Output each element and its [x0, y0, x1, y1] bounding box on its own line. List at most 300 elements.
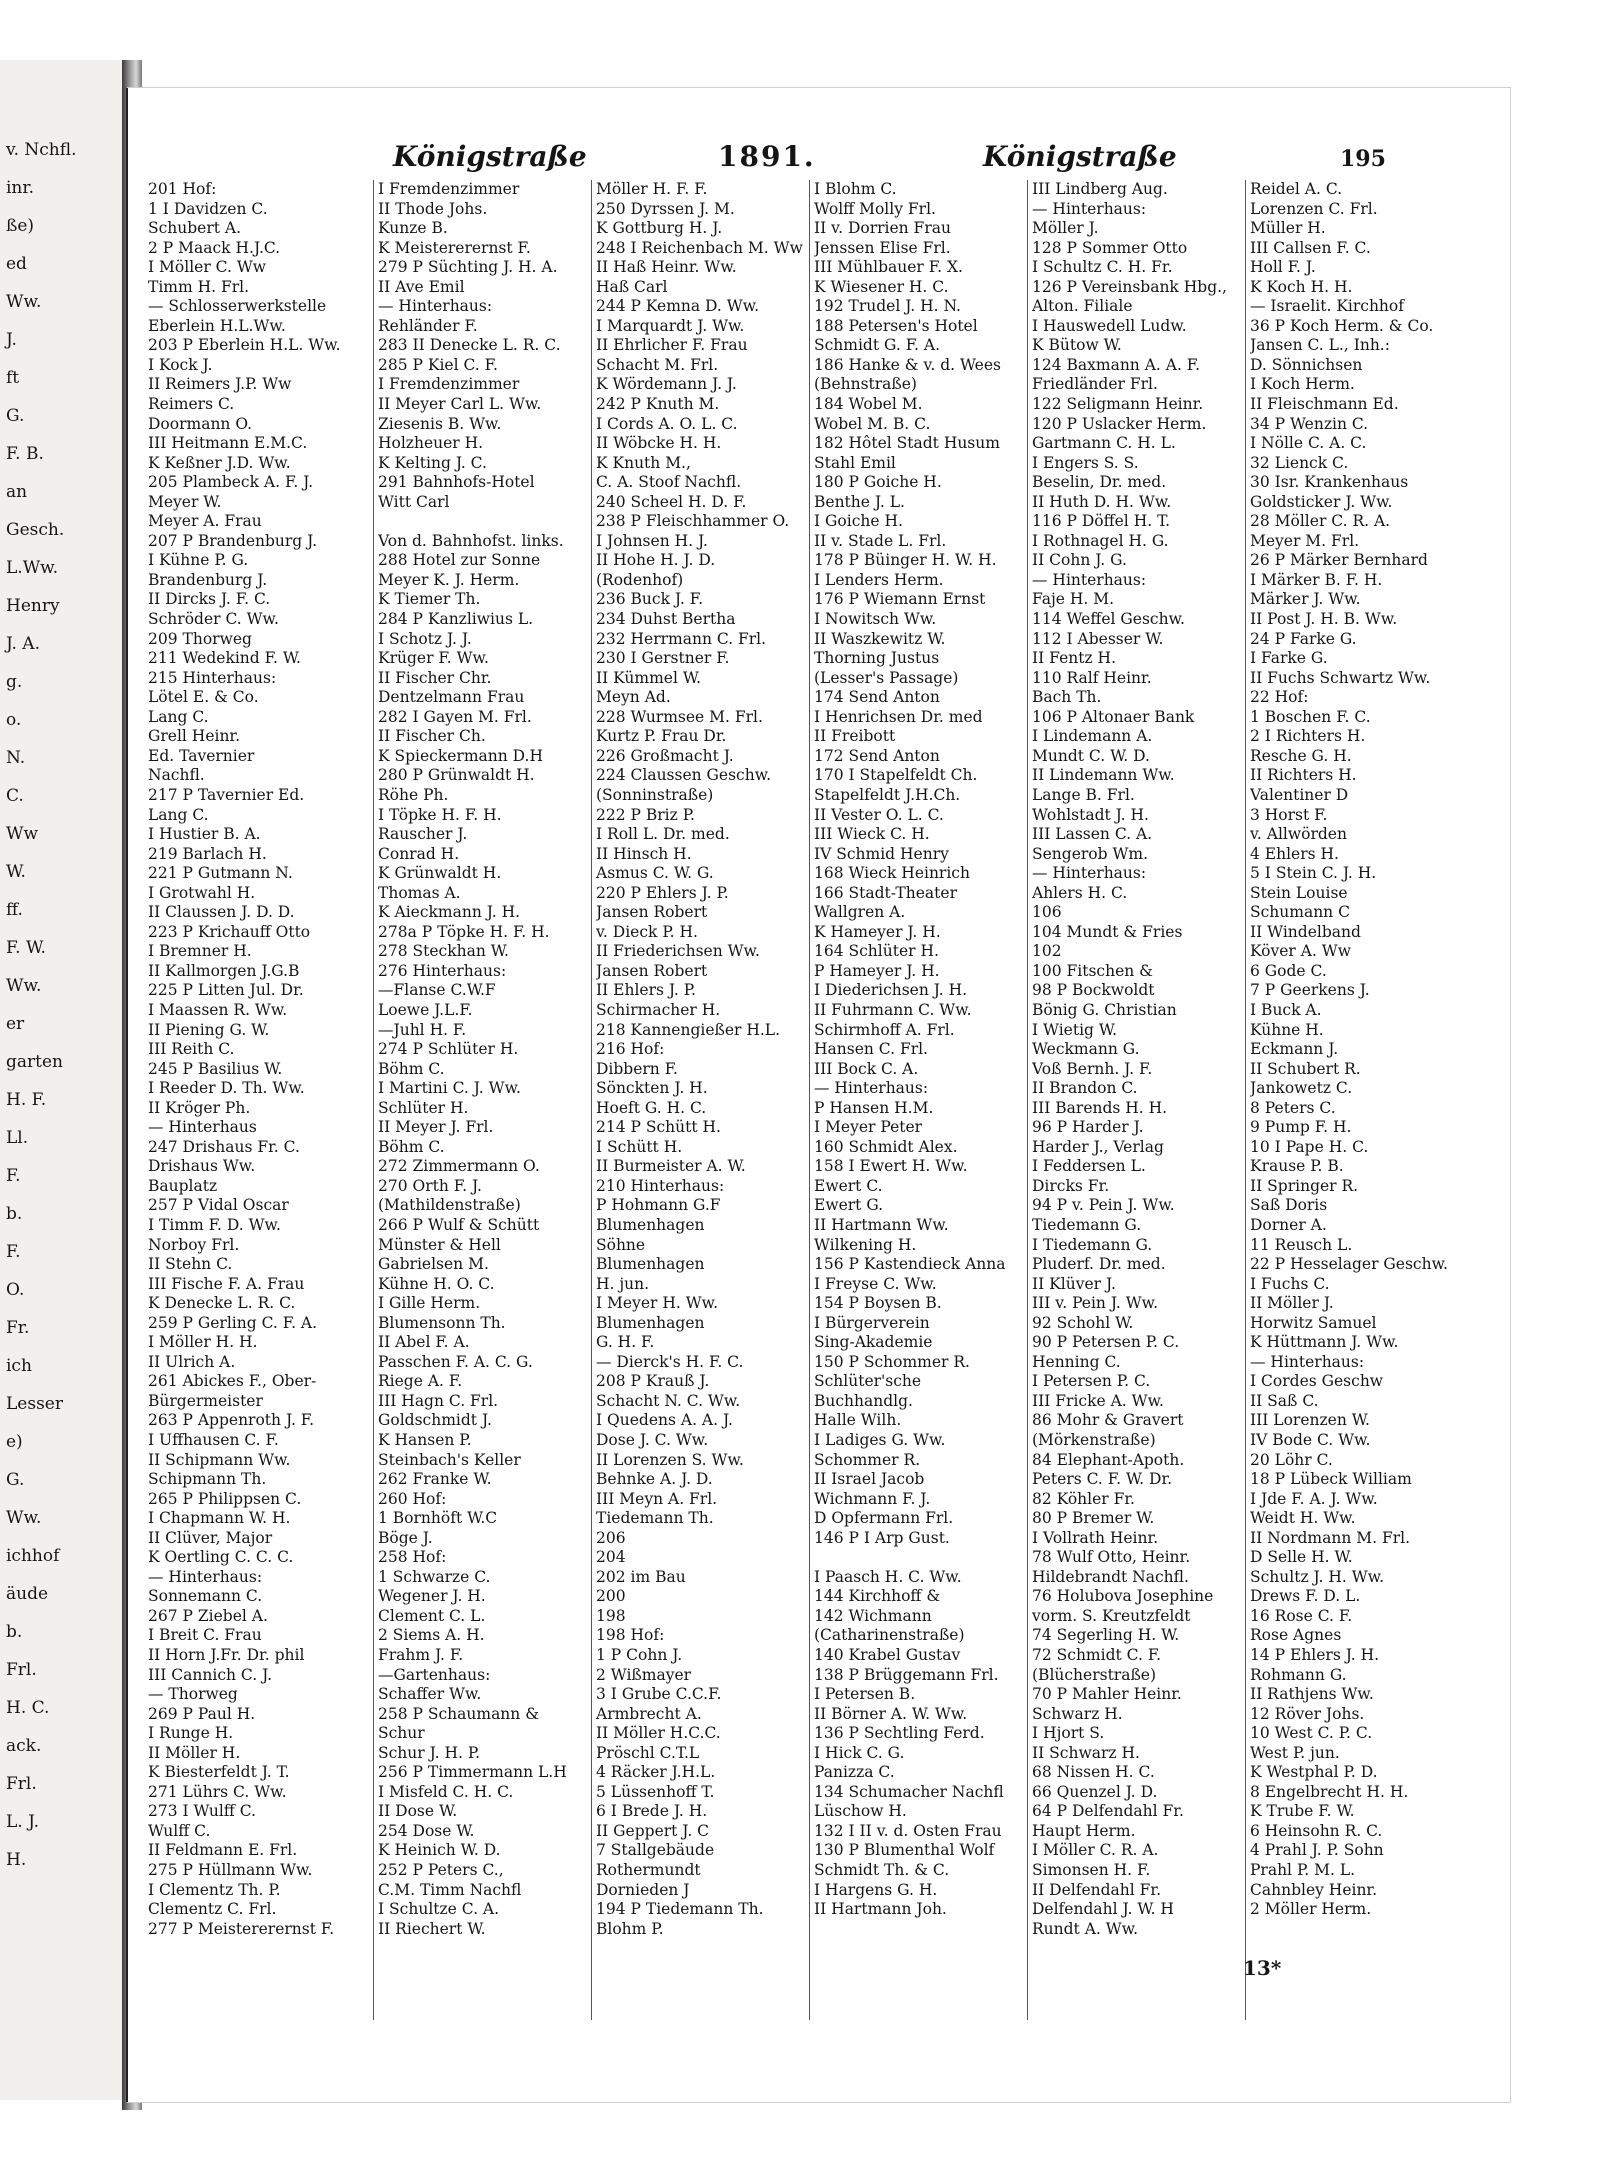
directory-entry: I Marquardt J. Ww.: [596, 316, 745, 335]
directory-entry: 270 Orth F. J.: [378, 1176, 482, 1195]
directory-entry: Doormann O.: [148, 414, 253, 433]
directory-entry: 198 Hof:: [596, 1626, 665, 1645]
directory-entry: 269 P Paul H.: [148, 1704, 256, 1723]
directory-entry: 142 Wichmann: [814, 1606, 932, 1625]
directory-entry: I Möller C. Ww: [148, 258, 267, 277]
left-page-fragment: Frl.: [6, 1774, 37, 1794]
directory-entry: 10 I Pape H. C.: [1250, 1137, 1369, 1156]
directory-entry: I Roll L. Dr. med.: [596, 825, 730, 844]
directory-entry: 122 Seligmann Heinr.: [1032, 395, 1204, 414]
directory-entry: 80 P Bremer W.: [1032, 1509, 1155, 1528]
directory-entry: II Ehrlicher F. Frau: [596, 336, 748, 355]
directory-entry: 192 Trudel J. H. N.: [814, 297, 961, 316]
directory-entry: I Märker B. F. H.: [1250, 570, 1383, 589]
directory-entry: II Rathjens Ww.: [1250, 1685, 1374, 1704]
directory-entry: 261 Abickes F., Ober-: [148, 1372, 317, 1391]
left-page-fragment: L.Ww.: [6, 558, 59, 578]
directory-entry: I Engers S. S.: [1032, 453, 1139, 472]
directory-entry: II Piening G. W.: [148, 1020, 270, 1039]
directory-entry: I Blohm C.: [814, 180, 897, 198]
directory-entry: II Richters H.: [1250, 766, 1357, 785]
directory-entry: Schwarz H.: [1032, 1704, 1123, 1723]
directory-entry: (Sonninstraße): [596, 785, 714, 804]
directory-entry: 271 Lührs C. Ww.: [148, 1782, 287, 1801]
directory-entry: 12 Röver Johs.: [1250, 1704, 1365, 1723]
directory-entry: II Fischer Chr.: [378, 668, 492, 687]
directory-entry: 4 Ehlers H.: [1250, 844, 1339, 863]
directory-entry: 132 I II v. d. Osten Frau: [814, 1821, 1002, 1840]
directory-entry: 6 I Brede J. H.: [596, 1802, 708, 1821]
directory-entry: Simonsen H. F.: [1032, 1861, 1151, 1880]
directory-entry: P Hameyer J. H.: [814, 961, 940, 980]
directory-entry: — Hinterhaus:: [378, 297, 493, 316]
directory-entry: Harder J., Verlag: [1032, 1137, 1164, 1156]
directory-entry: K Wördemann J. J.: [596, 375, 737, 394]
directory-entry: II Fischer Ch.: [378, 727, 486, 746]
directory-entry: 128 P Sommer Otto: [1032, 238, 1188, 257]
directory-entry: K Spieckermann D.H: [378, 746, 543, 765]
directory-entry: Söhne: [596, 1235, 646, 1254]
directory-entry: 219 Barlach H.: [148, 844, 267, 863]
directory-entry: Haß Carl: [596, 277, 668, 296]
directory-entry: Blumenhagen: [596, 1255, 705, 1274]
directory-entry: K Bütow W.: [1032, 336, 1122, 355]
directory-entry: Meyer W.: [148, 492, 222, 511]
directory-entry: 120 P Uslacker Herm.: [1032, 414, 1207, 433]
directory-entry: K Gottburg H. J.: [596, 219, 723, 238]
directory-entry: K Oertling C. C. C.: [148, 1548, 294, 1567]
directory-entry: III Lassen C. A.: [1032, 825, 1153, 844]
directory-entry: 257 P Vidal Oscar: [148, 1196, 289, 1215]
directory-entry: 215 Hinterhaus:: [148, 668, 277, 687]
directory-entry: 272 Zimmermann O.: [378, 1157, 540, 1176]
directory-entry: Mundt C. W. D.: [1032, 746, 1150, 765]
directory-entry: 96 P Harder J.: [1032, 1118, 1144, 1137]
left-page-fragment: Fr.: [6, 1318, 30, 1338]
directory-entry: 182 Hôtel Stadt Husum: [814, 434, 1000, 453]
directory-entry: 110 Ralf Heinr.: [1032, 668, 1152, 687]
directory-entry: 178 P Büinger H. W. H.: [814, 551, 997, 570]
directory-entry: Horwitz Samuel: [1250, 1313, 1377, 1332]
directory-entry: Buchhandlg.: [814, 1391, 913, 1410]
directory-entry: K Heinich W. D.: [378, 1841, 501, 1860]
directory-entry: 72 Schmidt C. F.: [1032, 1646, 1162, 1665]
directory-entry: II Nordmann M. Frl.: [1250, 1528, 1411, 1547]
directory-entry: I Reeder D. Th. Ww.: [148, 1079, 305, 1098]
directory-entry: II Fuhrmann C. Ww.: [814, 1000, 972, 1019]
directory-entry: Nachfl.: [148, 766, 205, 785]
directory-entry: 126 P Vereinsbank Hbg.,: [1032, 277, 1227, 296]
directory-entry: I Timm F. D. Ww.: [148, 1215, 281, 1234]
directory-entry: IV Bode C. Ww.: [1250, 1431, 1371, 1449]
directory-entry: 30 Isr. Krankenhaus: [1250, 473, 1409, 492]
directory-entry: II Schwarz H.: [1032, 1743, 1140, 1762]
directory-entry: 224 Claussen Geschw.: [596, 766, 772, 785]
left-page-fragment: inr.: [6, 178, 35, 198]
directory-entry: 70 P Mahler Heinr.: [1032, 1685, 1182, 1704]
directory-entry: 18 P Lübeck William: [1250, 1470, 1412, 1489]
directory-entry: 252 P Peters C.,: [378, 1861, 504, 1880]
page-number: 195: [1340, 146, 1386, 172]
directory-entry: II v. Dorrien Frau: [814, 219, 951, 238]
column-divider: [591, 180, 592, 2020]
directory-entry: Loewe J.L.F.: [378, 1000, 473, 1019]
directory-entry: 74 Segerling H. W.: [1032, 1626, 1180, 1645]
directory-entry: 5 I Stein C. J. H.: [1250, 864, 1377, 883]
directory-entry: I Meyer Peter: [814, 1118, 923, 1137]
directory-entry: P Hohmann G.F: [596, 1196, 721, 1215]
directory-entry: Gabrielsen M.: [378, 1255, 489, 1274]
running-head-right: Königstraße: [983, 140, 1177, 173]
directory-entry: Rohmann G.: [1250, 1665, 1347, 1684]
directory-entry: 124 Baxmann A. A. F.: [1032, 355, 1201, 374]
left-page-fragment: O.: [6, 1280, 25, 1300]
directory-entry: 230 I Gerstner F.: [596, 649, 730, 668]
directory-entry: I Petersen B.: [814, 1685, 916, 1704]
left-page-fragment: Ll.: [6, 1128, 29, 1148]
directory-entry: 170 I Stapelfeldt Ch.: [814, 766, 978, 785]
directory-entry: Weckmann G.: [1032, 1040, 1140, 1059]
directory-entry: —Juhl H. F.: [378, 1020, 467, 1039]
directory-column-1: [148, 180, 358, 1939]
directory-entry: I Breit C. Frau: [148, 1626, 262, 1645]
directory-entry: Jenssen Elise Frl.: [814, 238, 951, 257]
directory-entry: K Denecke L. R. C.: [148, 1294, 296, 1313]
directory-entry: 267 P Ziebel A.: [148, 1606, 268, 1625]
directory-entry: — Thorweg: [148, 1685, 238, 1704]
directory-entry: 278a P Töpke H. F. H.: [378, 922, 550, 941]
left-page-fragment: F. B.: [6, 444, 44, 464]
directory-entry: — Hinterhaus:: [814, 1079, 929, 1098]
left-page-fragment: F.: [6, 1242, 21, 1262]
left-page-fragment: b.: [6, 1622, 23, 1642]
left-page-fragment: G.: [6, 1470, 25, 1490]
directory-entry: Wolff Molly Frl.: [814, 199, 936, 218]
directory-entry: Lorenzen C. Frl.: [1250, 199, 1378, 218]
directory-entry: I Uffhausen C. F.: [148, 1431, 279, 1449]
left-page-fragment: N.: [6, 748, 26, 768]
directory-entry: Holzheuer H.: [378, 434, 484, 453]
directory-entry: Ed. Tavernier: [148, 746, 255, 765]
directory-entry: Meyn Ad.: [596, 688, 671, 707]
directory-entry: II Meyer Carl L. Ww.: [378, 395, 542, 414]
directory-entry: Dibbern F.: [596, 1059, 678, 1078]
directory-entry: 204: [596, 1548, 626, 1567]
directory-entry: K Biesterfeldt J. T.: [148, 1763, 290, 1782]
directory-entry: I Jde F. A. J. Ww.: [1250, 1489, 1378, 1508]
column-divider: [809, 180, 810, 2020]
directory-entry: 164 Schlüter H.: [814, 942, 939, 961]
directory-entry: K Knuth M.,: [596, 453, 691, 472]
directory-entry: 210 Hinterhaus:: [596, 1176, 725, 1195]
directory-entry: II Möller H.: [148, 1743, 241, 1762]
directory-entry: I Freyse C. Ww.: [814, 1274, 937, 1293]
left-page-fragment: o.: [6, 710, 22, 730]
directory-entry: 106: [1032, 903, 1062, 922]
directory-entry: 28 Möller C. R. A.: [1250, 512, 1391, 531]
directory-entry: 1 Bornhöft W.C: [378, 1509, 498, 1528]
directory-entry: 106 P Altonaer Bank: [1032, 707, 1195, 726]
directory-entry: 66 Quenzel J. D.: [1032, 1782, 1158, 1801]
directory-entry: 9 Pump F. H.: [1250, 1118, 1352, 1137]
directory-entry: II Dose W.: [378, 1802, 458, 1821]
left-page-fragment: garten: [6, 1052, 63, 1072]
directory-entry: II Hartmann Ww.: [814, 1215, 949, 1234]
directory-entry: 78 Wulf Otto, Heinr.: [1032, 1548, 1191, 1567]
directory-entry: II Lindemann Ww.: [1032, 766, 1175, 785]
directory-entry: 2 I Richters H.: [1250, 727, 1366, 746]
directory-entry: Kurtz P. Frau Dr.: [596, 727, 727, 746]
directory-entry: Blumensonn Th.: [378, 1313, 506, 1332]
directory-entry: Drews F. D. L.: [1250, 1587, 1361, 1606]
directory-entry: I Meyer H. Ww.: [596, 1294, 719, 1313]
directory-entry: II Abel F. A.: [378, 1333, 470, 1352]
directory-entry: I Hauswedell Ludw.: [1032, 316, 1187, 335]
directory-entry: 288 Hotel zur Sonne: [378, 551, 541, 570]
directory-entry: Thomas A.: [378, 883, 461, 902]
directory-entry: I Diederichsen J. H.: [814, 981, 968, 1000]
directory-entry: I Hustier B. A.: [148, 825, 261, 844]
directory-entry: I Farke G.: [1250, 649, 1328, 668]
left-page-fragment: ff.: [6, 900, 23, 920]
directory-entry: 86 Mohr & Gravert: [1032, 1411, 1184, 1430]
directory-entry: I Paasch H. C. Ww.: [814, 1567, 962, 1586]
directory-entry: (Behnstraße): [814, 375, 917, 394]
left-page-edge: [0, 60, 128, 2100]
directory-entry: 279 P Süchting J. H. A.: [378, 258, 558, 277]
directory-entry: 266 P Wulf & Schütt: [378, 1215, 540, 1234]
directory-entry: II Fleischmann Ed.: [1250, 395, 1399, 414]
directory-entry: 218 Kannengießer H.L.: [596, 1020, 781, 1039]
directory-entry: Halle Wilh.: [814, 1411, 902, 1430]
directory-entry: Lang C.: [148, 707, 209, 726]
directory-entry: 176 P Wiemann Ernst: [814, 590, 986, 609]
directory-entry: Hildebrandt Nachfl.: [1032, 1567, 1189, 1586]
directory-entry: Behnke A. J. D.: [596, 1470, 713, 1489]
directory-entry: Ahlers H. C.: [1032, 883, 1128, 902]
left-page-fragment: Gesch.: [6, 520, 65, 540]
directory-entry: Benthe J. L.: [814, 492, 905, 511]
directory-entry: 194 P Tiedemann Th.: [596, 1900, 764, 1919]
directory-entry: II Meyer J. Frl.: [378, 1118, 494, 1137]
directory-entry: K Meistererernst F.: [378, 238, 531, 257]
directory-entry: Prahl P. M. L.: [1250, 1861, 1356, 1880]
directory-entry: Dentzelmann Frau: [378, 688, 525, 707]
directory-entry: Brandenburg J.: [148, 570, 268, 589]
directory-entry: Reidel A. C.: [1250, 180, 1343, 198]
directory-entry: West P. jun.: [1250, 1743, 1340, 1762]
directory-entry: I Wietig W.: [1032, 1020, 1118, 1039]
directory-entry: II Cohn J. G.: [1032, 551, 1127, 570]
left-page-fragment: Ww.: [6, 1508, 42, 1528]
directory-entry: Sonnemann C.: [148, 1587, 263, 1606]
directory-entry: IV Schmid Henry: [814, 844, 949, 863]
directory-entry: 94 P v. Pein J. Ww.: [1032, 1196, 1175, 1215]
directory-entry: 205 Plambeck A. F. J.: [148, 473, 314, 492]
directory-entry: Schultz J. H. Ww.: [1250, 1567, 1385, 1586]
directory-entry: v. Allwörden: [1250, 825, 1347, 844]
directory-entry: II Schubert R.: [1250, 1059, 1361, 1078]
directory-entry: II Saß C.: [1250, 1391, 1319, 1410]
directory-entry: vorm. S. Kreutzfeldt: [1032, 1606, 1191, 1625]
directory-entry: Wichmann F. J.: [814, 1489, 931, 1508]
directory-entry: I Johnsen H. J.: [596, 531, 708, 550]
directory-entry: I Grotwahl H.: [148, 883, 256, 902]
directory-entry: 207 P Brandenburg J.: [148, 531, 318, 550]
directory-entry: III v. Pein J. Ww.: [1032, 1294, 1158, 1313]
directory-entry: III Callsen F. C.: [1250, 238, 1371, 257]
directory-entry: 22 P Hesselager Geschw.: [1250, 1255, 1448, 1274]
directory-entry: 146 P I Arp Gust.: [814, 1528, 950, 1547]
directory-entry: Stahl Emil: [814, 453, 896, 472]
directory-entry: III Lorenzen W.: [1250, 1411, 1370, 1430]
directory-entry: I Rothnagel H. G.: [1032, 531, 1169, 550]
directory-entry: I Runge H.: [148, 1724, 234, 1743]
directory-entry: 112 I Abesser W.: [1032, 629, 1164, 648]
directory-entry: Lang C.: [148, 805, 209, 824]
directory-entry: I Kock J.: [148, 355, 213, 374]
directory-entry: 282 I Gayen M. Frl.: [378, 707, 532, 726]
directory-entry: I Kühne P. G.: [148, 551, 249, 570]
directory-entry: Faje H. M.: [1032, 590, 1115, 609]
directory-entry: II Börner A. W. Ww.: [814, 1704, 968, 1723]
directory-entry: I Schütt H.: [596, 1137, 683, 1156]
directory-entry: 2 Wißmayer: [596, 1665, 692, 1684]
left-page-fragment: ich: [6, 1356, 32, 1376]
directory-column-6: [1250, 180, 1460, 1920]
directory-entry: 245 P Basilius W.: [148, 1059, 283, 1078]
directory-entry: Sengerob Wm.: [1032, 844, 1149, 863]
directory-entry: 22 Hof:: [1250, 688, 1309, 707]
directory-entry: Kunze B.: [378, 219, 448, 238]
directory-column-2: [378, 180, 588, 1939]
directory-entry: 242 P Knuth M.: [596, 395, 720, 414]
directory-entry: Schlüter'sche: [814, 1372, 922, 1391]
directory-entry: 6 Gode C.: [1250, 961, 1327, 980]
directory-entry: Clement C. L.: [378, 1606, 486, 1625]
left-page-fragment: C.: [6, 786, 24, 806]
directory-entry: Schaffer Ww.: [378, 1685, 482, 1704]
directory-entry: I Goiche H.: [814, 512, 903, 531]
directory-entry: 232 Herrmann C. Frl.: [596, 629, 767, 648]
directory-entry: Wulff C.: [148, 1821, 211, 1840]
directory-entry: Passchen F. A. C. G.: [378, 1352, 533, 1371]
directory-entry: 283 II Denecke L. R. C.: [378, 336, 561, 355]
directory-entry: 7 Stallgebäude: [596, 1841, 715, 1860]
directory-entry: I Lindemann A.: [1032, 727, 1153, 746]
directory-entry: 225 P Litten Jul. Dr.: [148, 981, 304, 1000]
directory-entry: Jansen Robert: [596, 961, 708, 980]
directory-entry: Ewert C.: [814, 1176, 883, 1195]
directory-entry: 4 Räcker J.H.L.: [596, 1763, 716, 1782]
left-page-fragment: Ww: [6, 824, 39, 844]
directory-entry: I Töpke H. F. H.: [378, 805, 502, 824]
directory-entry: Holl F. J.: [1250, 258, 1316, 277]
directory-entry: Müller H.: [1250, 219, 1326, 238]
left-page-fragment: J. A.: [6, 634, 40, 654]
directory-entry: II Hartmann Joh.: [814, 1900, 947, 1919]
directory-entry: 144 Kirchhoff &: [814, 1587, 941, 1606]
directory-entry: 36 P Koch Herm. & Co.: [1250, 316, 1434, 335]
directory-entry: 258 Hof:: [378, 1548, 447, 1567]
directory-entry: Thorning Justus: [814, 649, 940, 668]
directory-entry: III Fricke A. Ww.: [1032, 1391, 1164, 1410]
directory-entry: 203 P Eberlein H.L. Ww.: [148, 336, 341, 355]
left-page-fragment: ack.: [6, 1736, 42, 1756]
directory-entry: Köver A. Ww: [1250, 942, 1352, 961]
directory-entry: — Hinterhaus:: [1032, 570, 1147, 589]
directory-entry: III Mühlbauer F. X.: [814, 258, 963, 277]
directory-entry: I Hargens G. H.: [814, 1880, 938, 1899]
directory-entry: II Stehn C.: [148, 1255, 233, 1274]
directory-entry: Ewert G.: [814, 1196, 884, 1215]
directory-entry: I Nowitsch Ww.: [814, 610, 937, 629]
directory-entry: 201 Hof:: [148, 180, 217, 198]
directory-entry: II Reimers J.P. Ww: [148, 375, 292, 394]
directory-entry: (Rodenhof): [596, 570, 684, 589]
directory-entry: 2 P Maack H.J.C.: [148, 238, 281, 257]
directory-entry: 186 Hanke & v. d. Wees: [814, 355, 1001, 374]
directory-entry: Schirmacher H.: [596, 1000, 721, 1019]
directory-entry: 98 P Bockwoldt: [1032, 981, 1155, 1000]
left-page-fragment: J.: [6, 330, 17, 350]
directory-entry: Krause P. B.: [1250, 1157, 1344, 1176]
directory-entry: III Wieck C. H.: [814, 825, 930, 844]
left-page-fragment: e): [6, 1432, 23, 1452]
directory-entry: Goldschmidt J.: [378, 1411, 492, 1430]
directory-entry: Von d. Bahnhofst. links.: [378, 531, 564, 550]
directory-entry: Tiedemann Th.: [596, 1509, 714, 1528]
directory-entry: 92 Schohl W.: [1032, 1313, 1134, 1332]
directory-entry: [814, 1548, 1024, 1568]
directory-entry: Möller J.: [1032, 219, 1099, 238]
directory-entry: Asmus C. W. G.: [596, 864, 714, 883]
directory-entry: — Israelit. Kirchhof: [1250, 297, 1404, 316]
directory-entry: I Maassen R. Ww.: [148, 1000, 288, 1019]
directory-entry: Steinbach's Keller: [378, 1450, 521, 1469]
directory-entry: I Feddersen L.: [1032, 1157, 1146, 1176]
directory-entry: II Hohe H. J. D.: [596, 551, 716, 570]
directory-entry: K Hameyer J. H.: [814, 922, 941, 941]
left-page-fragment: H.: [6, 1850, 27, 1870]
directory-entry: 100 Fitschen &: [1032, 961, 1153, 980]
column-divider: [1027, 180, 1028, 2020]
directory-entry: K Trube F. W.: [1250, 1802, 1355, 1821]
directory-entry: I Bremner H.: [148, 942, 252, 961]
directory-entry: —Flanse C.W.F: [378, 981, 496, 1000]
directory-entry: Goldsticker J. Ww.: [1250, 492, 1393, 511]
directory-entry: Friedländer Frl.: [1032, 375, 1158, 394]
directory-entry: 280 P Grünwaldt H.: [378, 766, 535, 785]
directory-entry: II Ave Emil: [378, 277, 465, 296]
directory-entry: Jansen Robert: [596, 903, 708, 922]
directory-entry: Delfendahl J. W. H: [1032, 1900, 1174, 1919]
directory-entry: 8 Peters C.: [1250, 1098, 1336, 1117]
directory-entry: I Quedens A. A. J.: [596, 1411, 733, 1430]
directory-entry: 20 Löhr C.: [1250, 1450, 1333, 1469]
directory-entry: 273 I Wulff C.: [148, 1802, 256, 1821]
directory-entry: Schacht N. C. Ww.: [596, 1391, 741, 1410]
left-page-fragment: W.: [6, 862, 26, 882]
directory-entry: Sing-Akademie: [814, 1333, 933, 1352]
directory-entry: 277 P Meistererernst F.: [148, 1919, 335, 1938]
directory-entry: 2 Siems A. H.: [378, 1626, 485, 1645]
directory-entry: D Selle H. W.: [1250, 1548, 1353, 1567]
directory-entry: II Kröger Ph.: [148, 1098, 251, 1117]
left-page-fragment: ichhof: [6, 1546, 60, 1566]
directory-entry: Dornieden J: [596, 1880, 690, 1899]
directory-entry: II Horn J.Fr. Dr. phil: [148, 1646, 305, 1665]
